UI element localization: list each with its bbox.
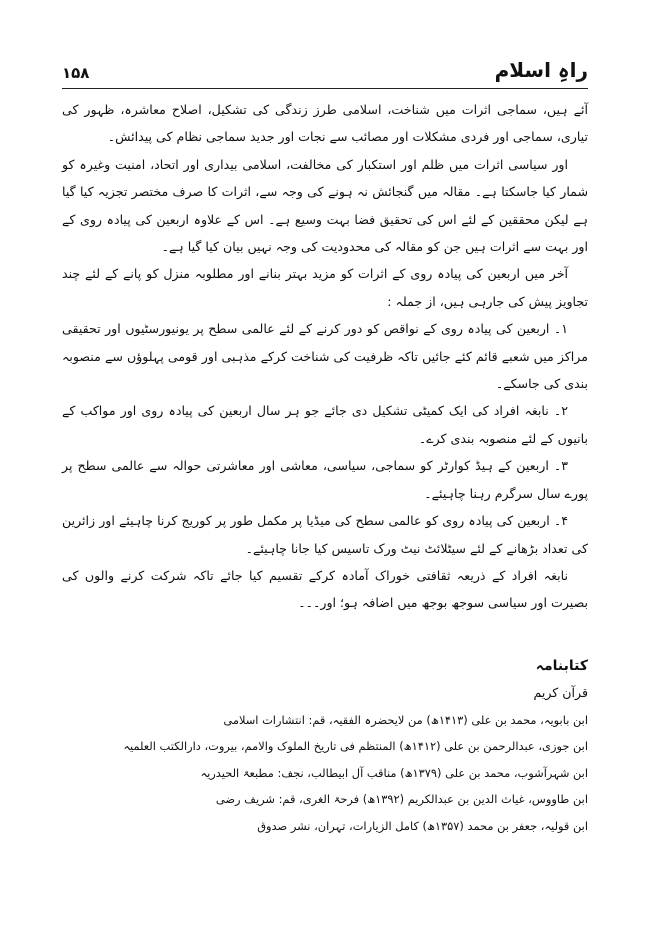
paragraph: آئے ہیں، سماجی اثرات میں شناخت، اسلامی طرز زندگی کی تشکیل، اصلاح معاشرہ، ظہور کی تیاری، سماجی اور فردی مشکلات اور مصائب سے نجات اور جدید سماجی نظام کی پیدائش۔ (62, 102, 588, 145)
bibliography-entry: قرآن کریم (533, 685, 588, 700)
recommendation-item: ۴۔ اربعین کی پیادہ روی کو عالمی سطح کی میڈیا پر مکمل طور پر کوریج کرنا چاہیئے اور زائرین کی تعداد بڑھانے کے لئے سیٹلائٹ نیٹ ورک تاسیس کیا جانا چاہیئے۔ (62, 513, 588, 556)
article-body (62, 96, 588, 617)
bibliography-entry: ابن بابویہ، محمد بن علی (۱۴۱۳ھ) من لایحضرہ الفقیہ، قم: انتشارات اسلامی (223, 712, 588, 727)
bibliography-entry: ابن قولیہ، جعفر بن محمد (۱۳۵۷ھ) کامل الزیارات، تہران، نشر صدوق (257, 818, 588, 833)
paragraph: نابغہ افراد کے ذریعہ ثقافتی خوراک آمادہ کرکے تقسیم کیا جائے تاکہ شرکت کرنے والوں کی بصیرت اور سیاسی سوجھ بوجھ میں اضافہ ہو؛ اور۔۔۔ (62, 567, 588, 611)
bibliography-entry: ابن جوزی، عبدالرحمن بن علی (۱۴۱۲ھ) المنتظم فی تاریخ الملوک والامم، بیروت، دارالکتب العلمیہ (123, 739, 588, 753)
page-header (62, 58, 588, 88)
bibliography (62, 652, 588, 839)
paragraph: آخر میں اربعین کی پیادہ روی کے اثرات کو مزید بہتر بنانے اور مطلوبہ منزل کو پانے کے لئے چند تجاویز پیش کی جارہی ہیں، از جملہ : (62, 266, 588, 309)
bibliography-entry: ابن طاووس، غیاث الدین بن عبدالکریم (۱۳۹۲ھ) فرحۃ الغری، قم: شریف رضی (215, 792, 588, 806)
bibliography-heading: کتابنامہ (535, 658, 588, 674)
bibliography-entry: ابن شہرآشوب، محمد بن علی (۱۳۷۹ھ) مناقب آل ابیطالب، نجف: مطبعۃ الحیدریہ (200, 765, 588, 780)
header-rule (62, 88, 588, 89)
recommendation-item: ۲۔ نابغہ افراد کی ایک کمیٹی تشکیل دی جائے جو ہر سال اربعین کی پیادہ روی اور مواکب کے بانیوں کے لئے منصوبہ بندی کرے۔ (62, 403, 588, 446)
bibliography-list (62, 680, 588, 839)
page-number: ۱۵۸ (62, 64, 90, 82)
journal-title: راہِ اسلام (494, 58, 588, 82)
recommendation-item: ۱۔ اربعین کی پیادہ روی کے نواقص کو دور کرنے کے لئے عالمی سطح پر یونیورسٹیوں اور تحقیقی مراکز میں شعبے قائم کئے جائیں تاکہ ظرفیت کی شناخت کرکے مذہبی اور قومی پہلوؤں سے منصوبہ بندی کی جاسکے۔ (62, 321, 588, 392)
recommendation-item: ۳۔ اربعین کے ہیڈ کوارٹر کو سماجی، سیاسی، معاشی اور معاشرتی حوالہ سے عالمی سطح پر پورے سال سرگرم رہنا چاہیئے۔ (62, 458, 588, 501)
paragraph: اور سیاسی اثرات میں ظلم اور استکبار کی مخالفت، اسلامی بیداری اور اتحاد، امنیت وغیرہ کو شمار کیا جاسکتا ہے۔ مقالہ میں گنجائش نہ ہونے کی وجہ سے، اثرات کا صرف مختصر تجزیہ کیا گیا ہے لیکن محققین کے لئے اس کی تحقیق فضا بہت وسیع ہے۔ اس کے علاوہ اربعین کی پیادہ روی کے اور بہت سے اثرات ہیں جن کو مقالہ کی محدودیت کی وجہ نہیں بیان کیا گیا ہے۔ (62, 156, 588, 255)
